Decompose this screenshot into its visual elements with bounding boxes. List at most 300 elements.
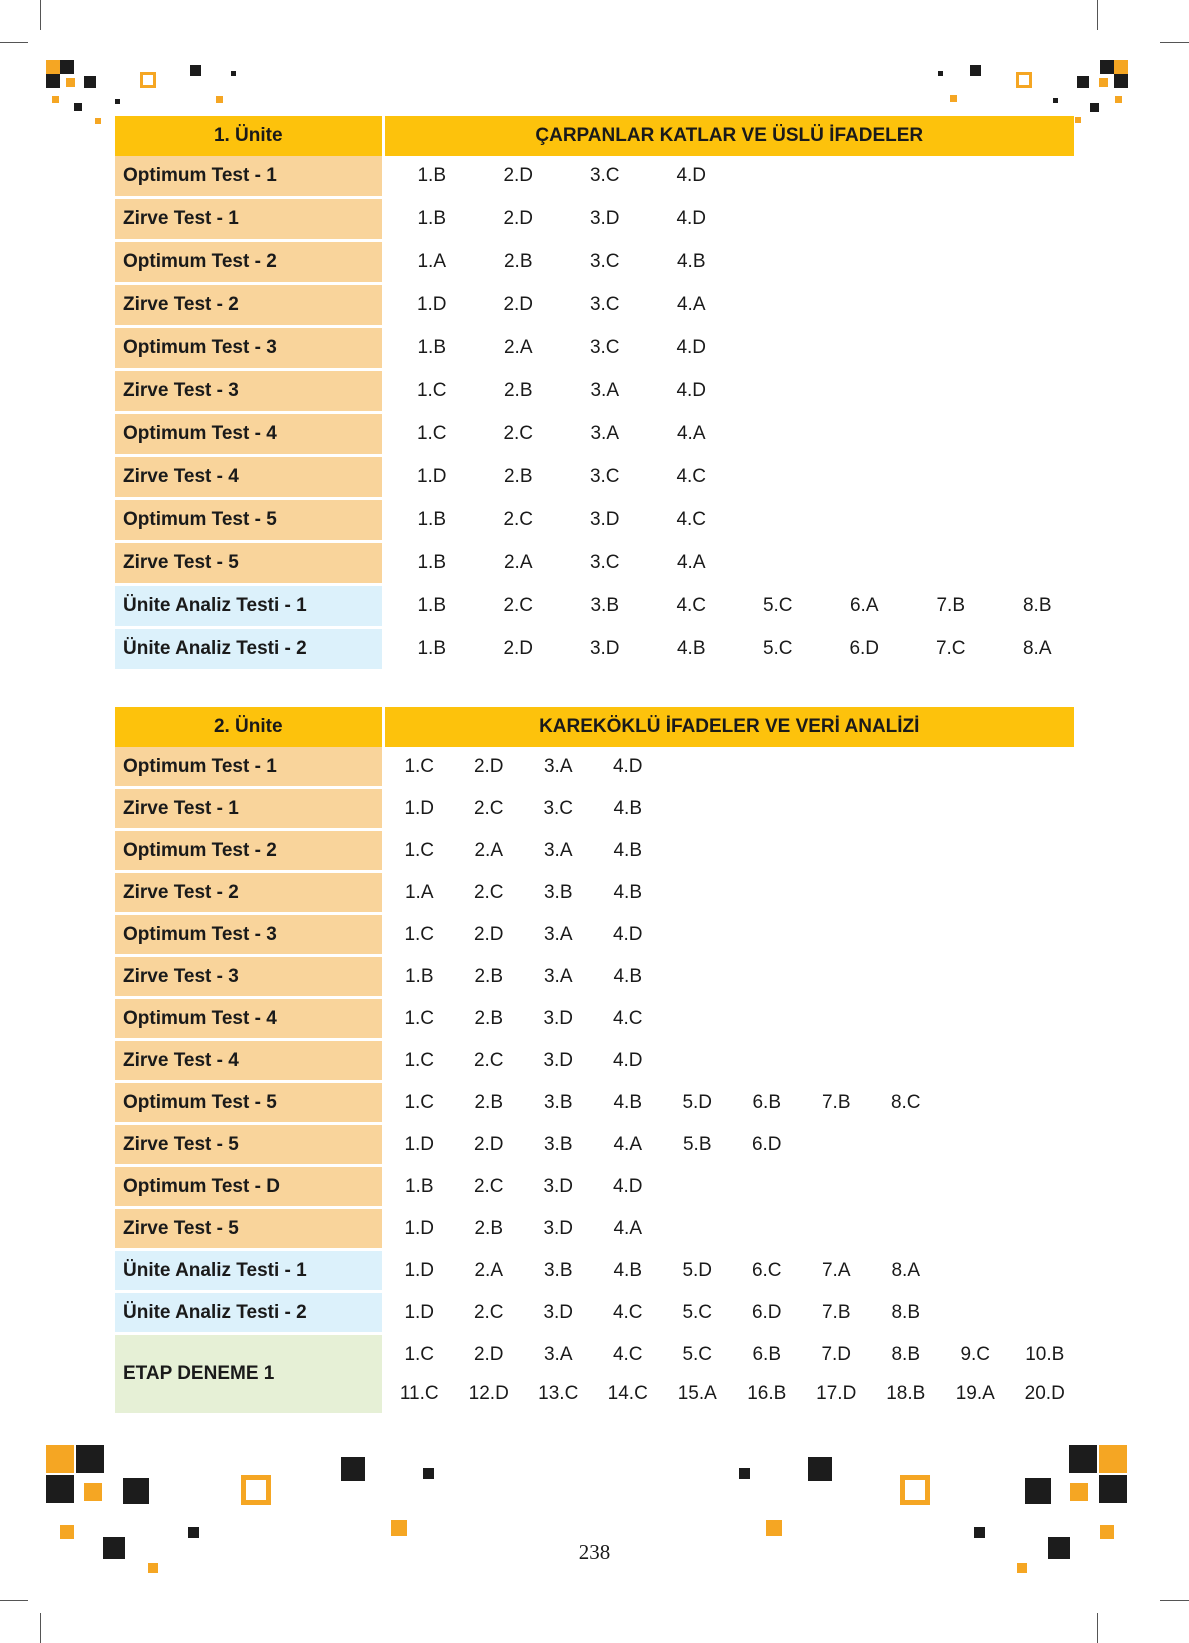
answer-item: 11.C bbox=[399, 1382, 439, 1404]
decor-square bbox=[190, 65, 201, 76]
table-row bbox=[115, 1250, 1074, 1292]
answer-item: 2.D bbox=[503, 638, 534, 659]
answer-item: 6.D bbox=[849, 638, 880, 659]
answer-item: 3.A bbox=[590, 380, 620, 401]
decor-square bbox=[1099, 78, 1108, 87]
answer-item: 8.C bbox=[890, 1091, 921, 1113]
answer-line bbox=[385, 915, 1075, 954]
unit1-label: 1. Ünite bbox=[115, 116, 383, 156]
answers-cell bbox=[383, 284, 1074, 327]
decor-square bbox=[1090, 103, 1099, 112]
answer-line bbox=[385, 1083, 1075, 1122]
test-name-cell: Optimum Test - D bbox=[115, 1166, 383, 1208]
answer-item: 3.A bbox=[590, 423, 620, 444]
test-name-cell: Zirve Test - 5 bbox=[115, 1208, 383, 1250]
unit2-label: 2. Ünite bbox=[115, 707, 383, 747]
answer-item: 19.A bbox=[955, 1382, 995, 1404]
answer-item: 3.C bbox=[589, 294, 620, 315]
test-name-cell: Zirve Test - 5 bbox=[115, 1124, 383, 1166]
answer-item: 3.B bbox=[590, 595, 620, 616]
test-name-cell: Ünite Analiz Testi - 1 bbox=[115, 1250, 383, 1292]
answer-item: 3.D bbox=[543, 1007, 574, 1029]
decor-square bbox=[216, 96, 223, 103]
answer-item: 4.A bbox=[676, 294, 706, 315]
answer-item: 7.B bbox=[821, 1091, 851, 1113]
decor-square bbox=[46, 1475, 74, 1503]
decor-square bbox=[1075, 117, 1081, 123]
answer-item: 12.D bbox=[468, 1382, 509, 1404]
answer-item: 1.D bbox=[404, 797, 435, 819]
answer-item: 1.B bbox=[417, 509, 447, 530]
decor-square bbox=[970, 65, 981, 76]
test-name-cell: ETAP DENEME 1 bbox=[115, 1334, 383, 1415]
answer-item: 7.B bbox=[936, 595, 966, 616]
decor-square bbox=[974, 1527, 985, 1538]
answer-item: 1.C bbox=[416, 380, 447, 401]
table-row bbox=[115, 788, 1074, 830]
answer-item: 3.C bbox=[543, 797, 574, 819]
answer-item: 8.A bbox=[1022, 638, 1052, 659]
answer-line bbox=[385, 1167, 1075, 1206]
answer-item: 1.B bbox=[417, 208, 447, 229]
answer-item: 5.B bbox=[682, 1133, 712, 1155]
decor-square bbox=[950, 95, 957, 102]
unit2-answer-table bbox=[115, 707, 1074, 1416]
answer-item: 1.C bbox=[404, 923, 435, 945]
decor-square bbox=[808, 1457, 832, 1481]
answer-item: 1.D bbox=[404, 1259, 435, 1281]
table-row bbox=[115, 1334, 1074, 1415]
answer-item: 5.C bbox=[682, 1301, 713, 1323]
answer-item: 3.A bbox=[543, 1343, 573, 1365]
answer-item: 9.C bbox=[960, 1343, 991, 1365]
answer-item: 4.A bbox=[613, 1217, 643, 1239]
crop-mark bbox=[40, 1613, 41, 1643]
unit1-answer-table bbox=[115, 116, 1074, 672]
decor-square bbox=[46, 74, 60, 88]
table-row bbox=[115, 872, 1074, 914]
answer-item: 4.B bbox=[676, 251, 706, 272]
answer-item: 2.D bbox=[503, 165, 534, 186]
answer-line bbox=[385, 543, 1075, 583]
test-name-cell: Zirve Test - 1 bbox=[115, 198, 383, 241]
test-name-cell: Ünite Analiz Testi - 2 bbox=[115, 628, 383, 671]
answer-item: 2.D bbox=[473, 1133, 504, 1155]
answer-item: 3.C bbox=[589, 251, 620, 272]
table-row bbox=[115, 1166, 1074, 1208]
answers-cell bbox=[383, 830, 1074, 872]
answers-cell bbox=[383, 1292, 1074, 1334]
answer-line bbox=[385, 371, 1075, 411]
answer-item: 2.B bbox=[503, 251, 533, 272]
decor-square bbox=[231, 71, 236, 76]
answer-line bbox=[385, 957, 1075, 996]
answers-cell bbox=[383, 456, 1074, 499]
answer-line bbox=[385, 747, 1075, 786]
answer-item: 7.C bbox=[935, 638, 966, 659]
table-row bbox=[115, 542, 1074, 585]
answer-item: 4.D bbox=[612, 1049, 643, 1071]
answer-item: 4.D bbox=[676, 208, 707, 229]
answer-item: 2.C bbox=[473, 1301, 504, 1323]
answers-cell bbox=[383, 1334, 1074, 1415]
decor-square bbox=[241, 1475, 271, 1505]
answers-cell bbox=[383, 872, 1074, 914]
test-name-cell: Zirve Test - 3 bbox=[115, 956, 383, 998]
table-row bbox=[115, 284, 1074, 327]
answer-item: 1.B bbox=[417, 552, 447, 573]
answer-item: 2.D bbox=[473, 923, 504, 945]
test-name-cell: Zirve Test - 1 bbox=[115, 788, 383, 830]
answers-cell bbox=[383, 370, 1074, 413]
answer-item: 1.A bbox=[417, 251, 447, 272]
answers-cell bbox=[383, 1208, 1074, 1250]
decor-square bbox=[66, 78, 75, 87]
answers-cell bbox=[383, 1040, 1074, 1082]
answers-cell bbox=[383, 327, 1074, 370]
answer-item: 1.B bbox=[417, 337, 447, 358]
answer-item: 1.C bbox=[404, 1049, 435, 1071]
decor-square bbox=[1077, 76, 1089, 88]
answer-item: 2.D bbox=[473, 755, 504, 777]
answer-line bbox=[385, 831, 1075, 870]
answer-item: 3.D bbox=[589, 208, 620, 229]
answer-item: 4.B bbox=[613, 839, 643, 861]
answer-item: 4.C bbox=[676, 509, 707, 530]
table-row bbox=[115, 198, 1074, 241]
answer-item: 2.D bbox=[473, 1343, 504, 1365]
answer-line bbox=[385, 1374, 1075, 1413]
answer-item: 4.D bbox=[612, 1175, 643, 1197]
answer-item: 3.D bbox=[543, 1301, 574, 1323]
answer-item: 10.B bbox=[1025, 1343, 1065, 1365]
answer-item: 6.D bbox=[751, 1301, 782, 1323]
answer-item: 2.B bbox=[474, 1091, 504, 1113]
answer-line bbox=[385, 285, 1075, 325]
answers-cell bbox=[383, 1124, 1074, 1166]
answer-item: 1.D bbox=[404, 1133, 435, 1155]
answers-cell bbox=[383, 156, 1074, 198]
answer-item: 2.D bbox=[503, 294, 534, 315]
decor-square bbox=[766, 1520, 782, 1536]
answer-item: 1.D bbox=[404, 1301, 435, 1323]
answer-item: 1.B bbox=[417, 638, 447, 659]
decor-square bbox=[46, 60, 60, 74]
answer-item: 2.B bbox=[474, 965, 504, 987]
test-name-cell: Optimum Test - 5 bbox=[115, 1082, 383, 1124]
answer-line bbox=[385, 199, 1075, 239]
decor-square bbox=[1099, 1445, 1127, 1473]
test-name-cell: Zirve Test - 5 bbox=[115, 542, 383, 585]
answer-item: 2.A bbox=[474, 1259, 504, 1281]
answer-item: 5.C bbox=[682, 1343, 713, 1365]
answer-item: 1.D bbox=[416, 294, 447, 315]
answers-cell bbox=[383, 628, 1074, 671]
answer-item: 4.C bbox=[676, 595, 707, 616]
table-row bbox=[115, 370, 1074, 413]
decor-square bbox=[1114, 74, 1128, 88]
answer-item: 3.B bbox=[543, 1091, 573, 1113]
answer-item: 1.B bbox=[417, 595, 447, 616]
answer-item: 4.D bbox=[676, 165, 707, 186]
table-row bbox=[115, 628, 1074, 671]
answer-item: 20.D bbox=[1024, 1382, 1065, 1404]
answer-item: 1.B bbox=[404, 1175, 434, 1197]
test-name-cell: Optimum Test - 3 bbox=[115, 327, 383, 370]
answer-item: 5.D bbox=[682, 1091, 713, 1113]
decor-square bbox=[74, 103, 82, 111]
test-name-cell: Optimum Test - 4 bbox=[115, 998, 383, 1040]
test-name-cell: Optimum Test - 4 bbox=[115, 413, 383, 456]
test-name-cell: Optimum Test - 1 bbox=[115, 747, 383, 788]
answer-item: 6.B bbox=[752, 1343, 782, 1365]
answers-cell bbox=[383, 198, 1074, 241]
table-row bbox=[115, 327, 1074, 370]
answer-line bbox=[385, 629, 1075, 669]
answer-item: 3.A bbox=[543, 839, 573, 861]
answer-item: 2.B bbox=[503, 466, 533, 487]
table-row bbox=[115, 585, 1074, 628]
answer-item: 3.D bbox=[543, 1049, 574, 1071]
decor-square bbox=[76, 1445, 104, 1473]
decor-square bbox=[938, 71, 943, 76]
answer-line bbox=[385, 1251, 1075, 1290]
answer-item: 2.D bbox=[503, 208, 534, 229]
answer-item: 1.B bbox=[404, 965, 434, 987]
answer-line bbox=[385, 457, 1075, 497]
answers-cell bbox=[383, 542, 1074, 585]
answer-item: 2.A bbox=[474, 839, 504, 861]
answer-item: 4.B bbox=[613, 1259, 643, 1281]
test-name-cell: Zirve Test - 3 bbox=[115, 370, 383, 413]
answer-item: 2.C bbox=[473, 797, 504, 819]
test-name-cell: Zirve Test - 4 bbox=[115, 1040, 383, 1082]
decor-square bbox=[1069, 1445, 1097, 1473]
answer-item: 4.D bbox=[612, 923, 643, 945]
answer-item: 2.C bbox=[473, 1175, 504, 1197]
answer-item: 7.D bbox=[821, 1343, 852, 1365]
table-row bbox=[115, 413, 1074, 456]
test-name-cell: Optimum Test - 2 bbox=[115, 241, 383, 284]
decor-square bbox=[391, 1520, 407, 1536]
answer-line bbox=[385, 1293, 1075, 1332]
answer-item: 2.A bbox=[503, 552, 533, 573]
answer-item: 3.A bbox=[543, 755, 573, 777]
decor-square bbox=[46, 1445, 74, 1473]
answer-item: 2.C bbox=[503, 595, 534, 616]
answer-item: 4.C bbox=[612, 1301, 643, 1323]
table-row bbox=[115, 1040, 1074, 1082]
answer-item: 5.D bbox=[682, 1259, 713, 1281]
answer-item: 1.D bbox=[416, 466, 447, 487]
answer-item: 4.A bbox=[676, 552, 706, 573]
crop-mark bbox=[0, 1600, 28, 1601]
crop-mark bbox=[1160, 42, 1189, 43]
answer-line bbox=[385, 1041, 1075, 1080]
answer-item: 14.C bbox=[607, 1382, 648, 1404]
answer-item: 3.B bbox=[543, 881, 573, 903]
answer-item: 1.C bbox=[416, 423, 447, 444]
answer-item: 4.D bbox=[676, 337, 707, 358]
crop-mark bbox=[0, 42, 28, 43]
answer-item: 2.C bbox=[503, 423, 534, 444]
answer-item: 2.A bbox=[503, 337, 533, 358]
answers-cell bbox=[383, 998, 1074, 1040]
crop-mark bbox=[1097, 1613, 1098, 1643]
decor-square bbox=[1025, 1478, 1051, 1504]
decor-square bbox=[341, 1457, 365, 1481]
table-row bbox=[115, 956, 1074, 998]
page-number: 238 bbox=[578, 1540, 611, 1564]
answer-item: 1.C bbox=[404, 839, 435, 861]
answer-item: 1.C bbox=[404, 755, 435, 777]
answer-item: 1.B bbox=[417, 165, 447, 186]
answer-line bbox=[385, 586, 1075, 626]
answer-item: 8.B bbox=[891, 1343, 921, 1365]
answers-cell bbox=[383, 788, 1074, 830]
decor-square bbox=[84, 1483, 102, 1501]
table-row bbox=[115, 499, 1074, 542]
answer-item: 4.B bbox=[676, 638, 706, 659]
answer-item: 1.C bbox=[404, 1091, 435, 1113]
answer-item: 4.C bbox=[676, 466, 707, 487]
answer-item: 3.D bbox=[543, 1217, 574, 1239]
answer-item: 3.D bbox=[543, 1175, 574, 1197]
decor-square bbox=[900, 1475, 930, 1505]
answer-item: 8.B bbox=[1022, 595, 1052, 616]
table-row bbox=[115, 998, 1074, 1040]
table-row bbox=[115, 241, 1074, 284]
answer-item: 4.C bbox=[612, 1007, 643, 1029]
answers-cell bbox=[383, 747, 1074, 788]
answers-cell bbox=[383, 914, 1074, 956]
test-name-cell: Ünite Analiz Testi - 2 bbox=[115, 1292, 383, 1334]
answer-item: 3.C bbox=[589, 165, 620, 186]
answer-line bbox=[385, 242, 1075, 282]
answer-item: 4.B bbox=[613, 881, 643, 903]
decor-square bbox=[84, 76, 96, 88]
table-row bbox=[115, 156, 1074, 198]
test-name-cell: Ünite Analiz Testi - 1 bbox=[115, 585, 383, 628]
decor-square bbox=[1053, 98, 1058, 103]
answer-item: 17.D bbox=[816, 1382, 857, 1404]
answer-line bbox=[385, 414, 1075, 454]
table-row bbox=[115, 830, 1074, 872]
answers-cell bbox=[383, 585, 1074, 628]
answer-item: 3.B bbox=[543, 1133, 573, 1155]
unit1-title: ÇARPANLAR KATLAR VE ÜSLÜ İFADELER bbox=[383, 116, 1074, 156]
test-name-cell: Optimum Test - 5 bbox=[115, 499, 383, 542]
answer-line bbox=[385, 1125, 1075, 1164]
answer-item: 4.B bbox=[613, 797, 643, 819]
answer-item: 3.D bbox=[589, 638, 620, 659]
table-row bbox=[115, 1124, 1074, 1166]
answer-item: 5.C bbox=[762, 595, 793, 616]
table-row bbox=[115, 456, 1074, 499]
answer-line bbox=[385, 328, 1075, 368]
decor-square bbox=[140, 72, 156, 88]
answers-cell bbox=[383, 1082, 1074, 1124]
answer-item: 3.C bbox=[589, 466, 620, 487]
answers-cell bbox=[383, 499, 1074, 542]
answer-item: 4.D bbox=[612, 755, 643, 777]
crop-mark bbox=[1097, 0, 1098, 30]
decor-square bbox=[60, 60, 74, 74]
decor-square bbox=[1100, 1525, 1114, 1539]
test-name-cell: Optimum Test - 2 bbox=[115, 830, 383, 872]
answer-item: 6.B bbox=[752, 1091, 782, 1113]
answer-item: 1.D bbox=[404, 1217, 435, 1239]
answers-cell bbox=[383, 1250, 1074, 1292]
answer-item: 5.C bbox=[762, 638, 793, 659]
decor-square bbox=[1100, 60, 1114, 74]
answer-line bbox=[385, 1335, 1075, 1374]
answer-line bbox=[385, 873, 1075, 912]
table-row bbox=[115, 1082, 1074, 1124]
table-row bbox=[115, 747, 1074, 788]
answer-item: 3.C bbox=[589, 337, 620, 358]
decor-square bbox=[1114, 60, 1128, 74]
decor-square bbox=[115, 99, 120, 104]
answers-cell bbox=[383, 1166, 1074, 1208]
answer-item: 8.B bbox=[891, 1301, 921, 1323]
answer-item: 15.A bbox=[677, 1382, 717, 1404]
answer-item: 6.A bbox=[849, 595, 879, 616]
decor-square bbox=[123, 1478, 149, 1504]
answers-cell bbox=[383, 413, 1074, 456]
crop-mark bbox=[40, 0, 41, 30]
answer-item: 4.A bbox=[613, 1133, 643, 1155]
answer-item: 4.D bbox=[676, 380, 707, 401]
answer-line bbox=[385, 999, 1075, 1038]
answer-line bbox=[385, 500, 1075, 540]
answer-item: 4.B bbox=[613, 965, 643, 987]
table-row bbox=[115, 1292, 1074, 1334]
answer-item: 2.C bbox=[473, 881, 504, 903]
answer-item: 1.C bbox=[404, 1007, 435, 1029]
decor-square bbox=[1016, 72, 1032, 88]
answer-item: 8.A bbox=[891, 1259, 921, 1281]
decor-square bbox=[52, 96, 59, 103]
decor-square bbox=[60, 1525, 74, 1539]
answer-item: 3.B bbox=[543, 1259, 573, 1281]
answer-item: 2.B bbox=[503, 380, 533, 401]
answer-item: 3.D bbox=[589, 509, 620, 530]
answer-item: 6.C bbox=[751, 1259, 782, 1281]
answers-cell bbox=[383, 956, 1074, 998]
answer-item: 4.C bbox=[612, 1343, 643, 1365]
decor-square bbox=[1099, 1475, 1127, 1503]
answer-line bbox=[385, 789, 1075, 828]
answer-item: 2.B bbox=[474, 1007, 504, 1029]
answer-item: 4.B bbox=[613, 1091, 643, 1113]
answer-item: 3.A bbox=[543, 923, 573, 945]
decor-square bbox=[188, 1527, 199, 1538]
decor-square bbox=[95, 118, 101, 124]
crop-mark bbox=[1160, 1600, 1189, 1601]
answer-item: 3.C bbox=[589, 552, 620, 573]
test-name-cell: Optimum Test - 3 bbox=[115, 914, 383, 956]
decor-square bbox=[1115, 96, 1122, 103]
answer-item: 7.B bbox=[821, 1301, 851, 1323]
decor-square bbox=[1070, 1483, 1088, 1501]
decor-square bbox=[739, 1468, 750, 1479]
unit1-header-row bbox=[115, 116, 1074, 156]
table-row bbox=[115, 1208, 1074, 1250]
answer-item: 1.A bbox=[404, 881, 434, 903]
answer-item: 6.D bbox=[751, 1133, 782, 1155]
test-name-cell: Zirve Test - 2 bbox=[115, 872, 383, 914]
